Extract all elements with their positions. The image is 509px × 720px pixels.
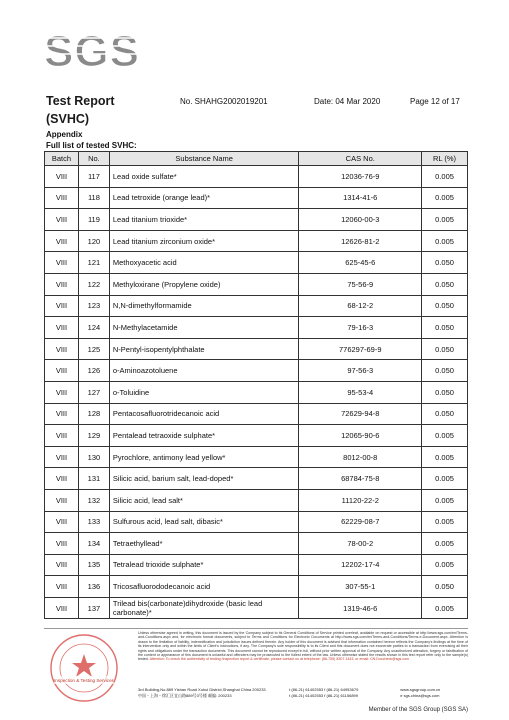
seal-stamp-icon	[46, 630, 132, 708]
cell-batch: VIII	[45, 187, 79, 209]
cell-batch: VIII	[45, 273, 79, 295]
column-header-no: No.	[78, 152, 109, 166]
cell-substance: Pentacosafluorotridecanoic acid	[109, 403, 299, 425]
cell-no: 119	[78, 209, 109, 231]
cell-cas: 8012-00-8	[299, 446, 422, 468]
cell-batch: VIII	[45, 511, 79, 533]
column-header-rl: RL (%)	[422, 152, 468, 166]
email-cn: e sgs.china@sgs.com	[400, 692, 440, 698]
footer-divider	[44, 628, 468, 629]
cell-cas: 11120-22-2	[299, 489, 422, 511]
cell-no: 131	[78, 468, 109, 490]
cell-no: 120	[78, 230, 109, 252]
cell-substance: Silicic acid, barium salt, lead-doped*	[109, 468, 299, 490]
address-en: 3rd Building,No.889 Yishan Road Xuhui District,Shanghai China 200233	[138, 687, 266, 692]
cell-cas: 68-12-2	[299, 295, 422, 317]
table-row	[45, 381, 468, 403]
cell-batch: VIII	[45, 360, 79, 382]
cell-substance: Trilead bis(carbonate)dihydroxide (basic lead carbonate)*	[109, 597, 299, 619]
cell-substance: Sulfurous acid, lead salt, dibasic*	[109, 511, 299, 533]
page-number: Page 12 of 17	[410, 97, 460, 106]
cell-rl: 0.005	[422, 166, 468, 188]
column-header-cas: CAS No.	[299, 152, 422, 166]
svhc-table	[44, 151, 468, 619]
cell-no: 123	[78, 295, 109, 317]
cell-substance: o-Aminoazotoluene	[109, 360, 299, 382]
cell-batch: VIII	[45, 381, 79, 403]
cell-cas: 307-55-1	[299, 576, 422, 598]
column-header-substance: Substance Name	[109, 152, 299, 166]
cell-substance: Silicic acid, lead salt*	[109, 489, 299, 511]
tel-en: t (86-21) 61402553 f (86-21) 64953679	[289, 687, 359, 692]
cell-no: 127	[78, 381, 109, 403]
cell-cas: 95-53-4	[299, 381, 422, 403]
cell-substance: Methyloxirane (Propylene oxide)	[109, 273, 299, 295]
cell-cas: 79-16-3	[299, 317, 422, 339]
cell-batch: VIII	[45, 252, 79, 274]
cell-cas: 62229-08-7	[299, 511, 422, 533]
cell-substance: Methoxyacetic acid	[109, 252, 299, 274]
cell-no: 117	[78, 166, 109, 188]
table-row	[45, 489, 468, 511]
cell-batch: VIII	[45, 209, 79, 231]
table-row	[45, 597, 468, 619]
cell-batch: VIII	[45, 489, 79, 511]
cell-no: 135	[78, 554, 109, 576]
cell-cas: 12202-17-4	[299, 554, 422, 576]
cell-substance: N,N-dimethylformamide	[109, 295, 299, 317]
cell-rl: 0.050	[422, 273, 468, 295]
cell-no: 136	[78, 576, 109, 598]
cell-rl: 0.005	[422, 597, 468, 619]
cell-cas: 12065-90-6	[299, 425, 422, 447]
report-number: No. SHAHG2002019201	[180, 97, 268, 106]
table-row	[45, 187, 468, 209]
contact-block	[138, 687, 468, 698]
cell-cas: 12626-81-2	[299, 230, 422, 252]
cell-no: 125	[78, 338, 109, 360]
table-row	[45, 576, 468, 598]
address-cn: 中国・上海・徐汇区宜山路889号3号楼 邮编: 200233	[138, 692, 232, 698]
cell-substance: Lead titanium zirconium oxide*	[109, 230, 299, 252]
cell-no: 126	[78, 360, 109, 382]
cell-no: 128	[78, 403, 109, 425]
table-row	[45, 295, 468, 317]
cell-no: 130	[78, 446, 109, 468]
cell-batch: VIII	[45, 230, 79, 252]
cell-cas: 78-00-2	[299, 533, 422, 555]
cell-batch: VIII	[45, 295, 79, 317]
table-row	[45, 533, 468, 555]
report-title: Test Report	[46, 94, 115, 108]
list-title: Full list of tested SVHC:	[46, 141, 137, 150]
cell-rl: 0.005	[422, 230, 468, 252]
cell-rl: 0.005	[422, 468, 468, 490]
cell-rl: 0.005	[422, 554, 468, 576]
svg-text:Inspection & Testing Services: Inspection & Testing Services	[54, 678, 114, 683]
cell-no: 132	[78, 489, 109, 511]
cell-no: 122	[78, 273, 109, 295]
authenticity-notice: Attention: To check the authenticity of testing /inspection report & certificate, please contact us at telephone: (86-755) 8307 1443, or email: CN.Doccheck@sgs.com	[149, 657, 410, 662]
cell-substance: Tetraethyllead*	[109, 533, 299, 555]
legal-disclaimer	[138, 631, 468, 662]
cell-substance: o-Toluidine	[109, 381, 299, 403]
cell-cas: 625-45-6	[299, 252, 422, 274]
table-row	[45, 317, 468, 339]
cell-no: 133	[78, 511, 109, 533]
column-header-batch: Batch	[45, 152, 79, 166]
cell-substance: Lead titanium trioxide*	[109, 209, 299, 231]
table-body	[45, 166, 468, 619]
table-row	[45, 360, 468, 382]
cell-substance: N-Pentyl-isopentylphthalate	[109, 338, 299, 360]
cell-rl: 0.005	[422, 511, 468, 533]
cell-batch: VIII	[45, 446, 79, 468]
cell-substance: Tricosafluorododecanoic acid	[109, 576, 299, 598]
report-date: Date: 04 Mar 2020	[314, 97, 381, 106]
cell-batch: VIII	[45, 597, 79, 619]
cell-cas: 1319-46-6	[299, 597, 422, 619]
table-row	[45, 554, 468, 576]
cell-no: 124	[78, 317, 109, 339]
testing-seal	[46, 630, 132, 708]
sgs-logo	[44, 24, 140, 76]
cell-rl: 0.005	[422, 187, 468, 209]
web-en: www.sgsgroup.com.cn	[400, 687, 441, 692]
table-header-row	[45, 152, 468, 166]
table-row	[45, 511, 468, 533]
cell-no: 118	[78, 187, 109, 209]
cell-batch: VIII	[45, 166, 79, 188]
cell-cas: 68784-75-8	[299, 468, 422, 490]
appendix-heading: Appendix	[46, 130, 83, 139]
table-row	[45, 468, 468, 490]
cell-rl: 0.050	[422, 295, 468, 317]
cell-no: 121	[78, 252, 109, 274]
cell-substance: Lead oxide sulfate*	[109, 166, 299, 188]
legal-text: Unless otherwise agreed in writing, this document is issued by the Company subject to its General Conditions of Service printed overleaf, available on request or accessible at http://www.sgs.com/en/Terms-and-Conditions.aspx and, for electronic format documents, subject to Terms and Conditions for Electronic Documents at http://www.sgs.com/en/Terms-and-Conditions/Terms-e-Document.aspx. Attention is drawn to the limitation of liability, indemnification and jurisdiction issues defined therein. Any holder of this document is advised that information contained hereon reflects the Company's findings at the time of its intervention only and within the limits of Client's instructions, if any. The Company's sole responsibility is to its Client and this document does not exonerate parties to a transaction from exercising all their rights and obligations under the transaction documents. This document cannot be reproduced except in full, without prior written approval of the Company. Any unauthorized alteration, forgery or falsification of the content or appearance of this document is unlawful and offenders may be prosecuted to the fullest extent of the law. Unless otherwise stated the results shown in this test report refer only to the sample(s) tested.	[138, 631, 468, 662]
cell-cas: 12036-76-9	[299, 166, 422, 188]
cell-cas: 72629-94-8	[299, 403, 422, 425]
table-row	[45, 338, 468, 360]
cell-substance: Lead tetroxide (orange lead)*	[109, 187, 299, 209]
table-row	[45, 209, 468, 231]
tel-cn: t (86-21) 61402553 f (86-21) 61156899	[289, 692, 358, 698]
cell-rl: 0.050	[422, 338, 468, 360]
report-header	[46, 94, 466, 110]
sgs-logo-icon	[44, 24, 140, 76]
cell-no: 129	[78, 425, 109, 447]
cell-cas: 1314-41-6	[299, 187, 422, 209]
cell-cas: 776297-69-9	[299, 338, 422, 360]
cell-no: 137	[78, 597, 109, 619]
cell-rl: 0.005	[422, 209, 468, 231]
cell-substance: Pentalead tetraoxide sulphate*	[109, 425, 299, 447]
member-note: Member of the SGS Group (SGS SA)	[368, 707, 468, 713]
table-row	[45, 425, 468, 447]
cell-substance: Tetralead trioxide sulphate*	[109, 554, 299, 576]
cell-batch: VIII	[45, 317, 79, 339]
cell-batch: VIII	[45, 576, 79, 598]
table-row	[45, 230, 468, 252]
cell-substance: Pyrochlore, antimony lead yellow*	[109, 446, 299, 468]
cell-rl: 0.050	[422, 252, 468, 274]
cell-batch: VIII	[45, 403, 79, 425]
cell-batch: VIII	[45, 468, 79, 490]
table-row	[45, 403, 468, 425]
cell-rl: 0.005	[422, 425, 468, 447]
cell-rl: 0.005	[422, 446, 468, 468]
cell-cas: 97-56-3	[299, 360, 422, 382]
report-subtitle: (SVHC)	[46, 112, 90, 126]
svg-text:SGS: SGS	[44, 27, 140, 76]
contact-row-cn	[138, 693, 468, 699]
cell-rl: 0.050	[422, 381, 468, 403]
cell-rl: 0.050	[422, 360, 468, 382]
cell-rl: 0.005	[422, 533, 468, 555]
cell-rl: 0.050	[422, 403, 468, 425]
table-row	[45, 252, 468, 274]
cell-cas: 12060-00-3	[299, 209, 422, 231]
cell-cas: 75-56-9	[299, 273, 422, 295]
cell-batch: VIII	[45, 554, 79, 576]
cell-batch: VIII	[45, 533, 79, 555]
table-row	[45, 166, 468, 188]
cell-substance: N-Methylacetamide	[109, 317, 299, 339]
cell-batch: VIII	[45, 425, 79, 447]
cell-no: 134	[78, 533, 109, 555]
table-row	[45, 446, 468, 468]
cell-rl: 0.050	[422, 576, 468, 598]
cell-rl: 0.005	[422, 489, 468, 511]
cell-rl: 0.050	[422, 317, 468, 339]
table-row	[45, 273, 468, 295]
cell-batch: VIII	[45, 338, 79, 360]
